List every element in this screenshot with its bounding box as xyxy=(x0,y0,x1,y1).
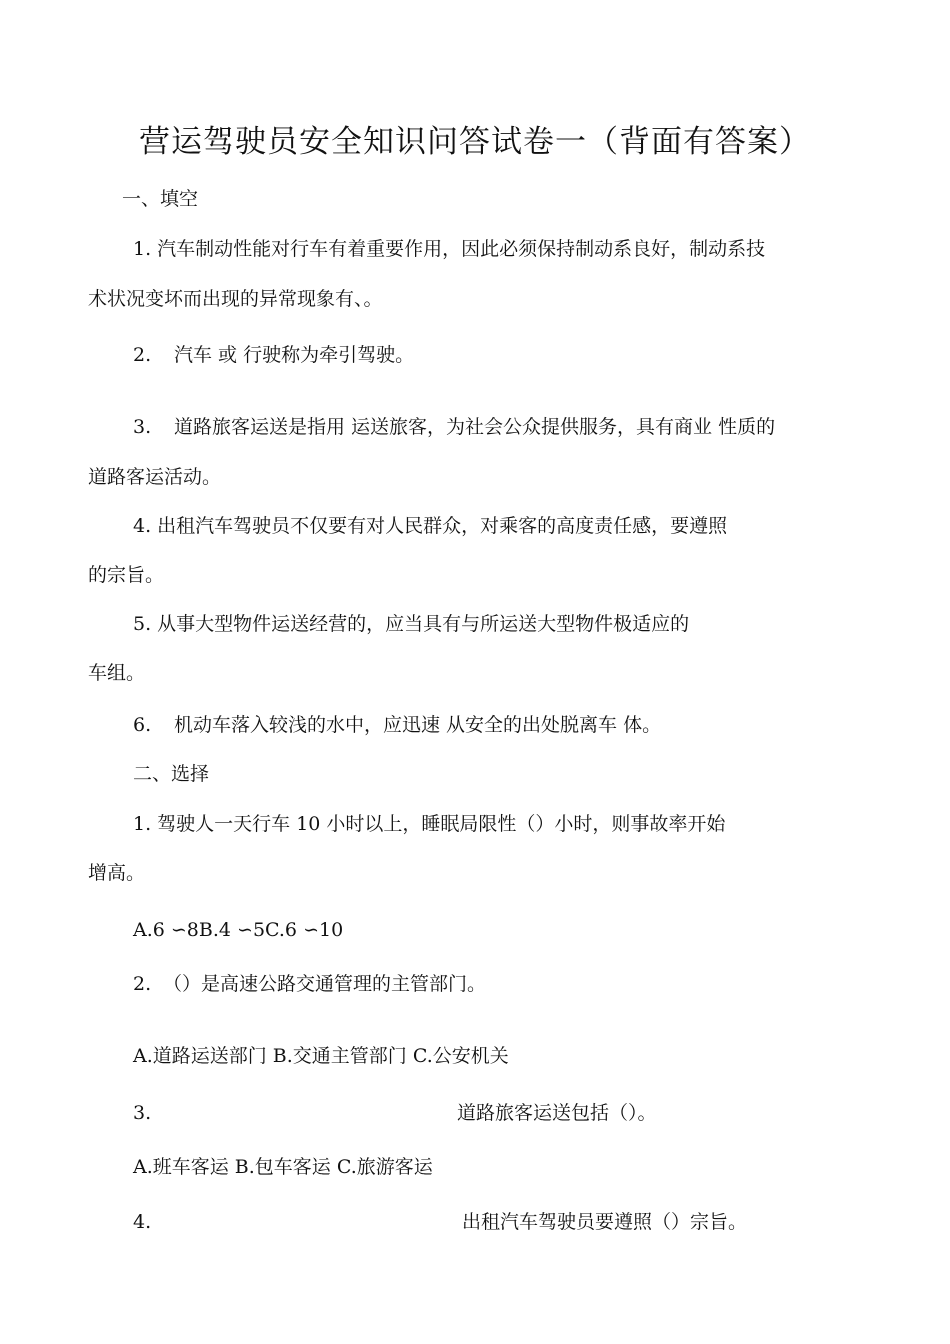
choice-item-1-line2: 增高。 xyxy=(88,862,146,884)
choice-item-4-number: 4. xyxy=(133,1211,152,1233)
fill-item-6-text: 机动车落入较浅的水中，应迅速 从安全的出处脱离车 体。 xyxy=(174,714,662,736)
fill-item-5-line2: 车组。 xyxy=(88,662,146,684)
document-title: 营运驾驶员安全知识问答试卷一（背面有答案） xyxy=(139,124,811,160)
fill-item-4-line2: 的宗旨。 xyxy=(88,564,165,586)
fill-item-5-line1: 5. 从事大型物件运送经营的，应当具有与所运送大型物件极适应的 xyxy=(133,613,690,635)
choice-item-2-text: （）是高速公路交通管理的主管部门。 xyxy=(163,973,487,995)
section-heading-choice: 二、选择 xyxy=(133,763,210,785)
fill-item-3-text: 道路旅客运送是指用 运送旅客，为社会公众提供服务，具有商业 性质的 xyxy=(174,416,776,438)
fill-item-2-number: 2. xyxy=(133,344,152,366)
fill-item-4-line1: 4. 出租汽车驾驶员不仅要有对人民群众，对乘客的高度责任感，要遵照 xyxy=(133,515,728,537)
fill-item-2-text: 汽车 或 行驶称为牵引驾驶。 xyxy=(174,344,415,366)
choice-item-4-text: 出租汽车驾驶员要遵照（）宗旨。 xyxy=(462,1211,748,1233)
fill-item-3-line2: 道路客运活动。 xyxy=(88,466,222,488)
choice-item-3-number: 3. xyxy=(133,1102,152,1124)
fill-item-3-number: 3. xyxy=(133,416,152,438)
choice-item-2-options: A.道路运送部门 B.交通主管部门 C.公安机关 xyxy=(133,1045,509,1067)
fill-item-1-line1: 1. 汽车制动性能对行车有着重要作用，因此必须保持制动系良好，制动系技 xyxy=(133,238,766,260)
choice-item-3-options: A.班车客运 B.包车客运 C.旅游客运 xyxy=(133,1156,433,1178)
choice-item-2-number: 2. xyxy=(133,973,152,995)
fill-item-6-number: 6. xyxy=(133,714,152,736)
choice-item-1-options: A.6 ∽8B.4 ∽5C.6 ∽10 xyxy=(133,919,344,941)
section-heading-fill: 一、填空 xyxy=(122,188,199,210)
choice-item-3-text: 道路旅客运送包括（）。 xyxy=(457,1102,657,1124)
choice-item-1-line1: 1. 驾驶人一天行车 10 小时以上，睡眠局限性（）小时，则事故率开始 xyxy=(133,813,726,835)
fill-item-1-line2: 术状况变坏而出现的异常现象有、。 xyxy=(88,288,383,310)
